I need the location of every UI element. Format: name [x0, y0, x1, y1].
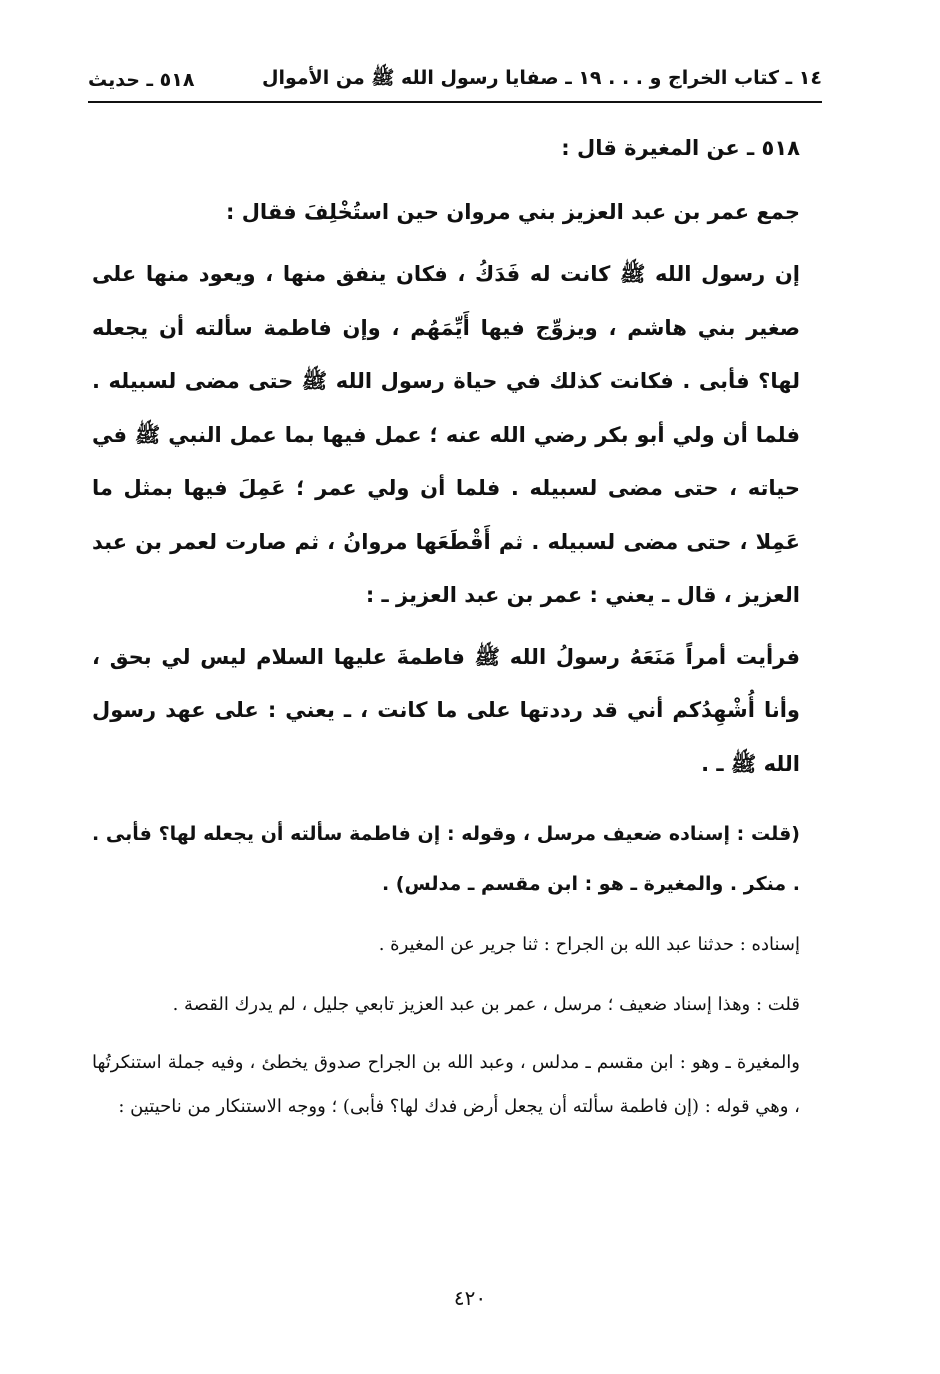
hadith-intro: جمع عمر بن عبد العزيز بني مروان حين استُخْلِفَ فقال : — [226, 200, 800, 224]
chapter-title: ١٤ ـ كتاب الخراج و . . . ١٩ ـ صفايا رسول الله ﷺ من الأموال — [261, 67, 822, 89]
hadith-text-paragraph-2: فرأيت أمراً مَنَعَهُ رسولُ الله ﷺ فاطمةَ عليها السلام ليس لي بحق ، وأنا أُشْهِدُكم أني قد رددتها على ما كانت ، ـ يعني : على عهد رسول الله ﷺ ـ . — [92, 644, 800, 776]
hadith-title: ٥١٨ ـ عن المغيرة قال : — [561, 136, 800, 160]
isnad-line: إسناده : حدثنا عبد الله بن الجراح : ثنا جرير عن المغيرة . — [378, 934, 800, 955]
page-body — [92, 118, 800, 1129]
hadith-text-paragraph-1: إن رسول الله ﷺ كانت له فَدَكُ ، فكان ينفق منها ، ويعود منها على صغير بني هاشم ، ويزوِّج فيها أَيِّمَهُم ، وإن فاطمة سألته أن يجعله لها؟ فأبى . فكانت كذلك في حياة رسول الله ﷺ حتى مضى لسبيله . فلما أن ولي أبو بكر رضي الله عنه ؛ عمل فيها بما عمل النبي ﷺ في حياته ، حتى مضى لسبيله . فلما أن ولي عمر ؛ عَمِلَ فيها بمثل ما عَمِلا ، حتى مضى لسبيله . ثم أَقْطَعَها مروانُ ، ثم صارت لعمر بن عبد العزيز ، قال ـ يعني : عمر بن عبد العزيز ـ : — [92, 262, 800, 607]
commentary-note-1: قلت : وهذا إسناد ضعيف ؛ مرسل ، عمر بن عبد العزيز تابعي جليل ، لم يدرك القصة . — [172, 994, 800, 1015]
running-header — [88, 62, 822, 98]
grading-comment: (قلت : إسناده ضعيف مرسل ، وقوله : إن فاطمة سألته أن يجعله لها؟ فأبى . . منكر . والمغيرة ـ هو : ابن مقسم ـ مدلس) . — [92, 823, 800, 895]
commentary-note-2: والمغيرة ـ وهو : ابن مقسم ـ مدلس ، وعبد الله بن الجراح صدوق يخطئ ، وفيه جملة استنكرتُها ، وهي قوله : (إن فاطمة سألته أن يجعل أرض فدك لها؟ فأبى) ؛ ووجه الاستنكار من ناحيتين : — [92, 1052, 800, 1117]
hadith-number-header: ٥١٨ ـ حديث — [88, 69, 195, 91]
header-rule — [88, 101, 822, 103]
page-number: ٤٢٠ — [453, 1286, 487, 1310]
